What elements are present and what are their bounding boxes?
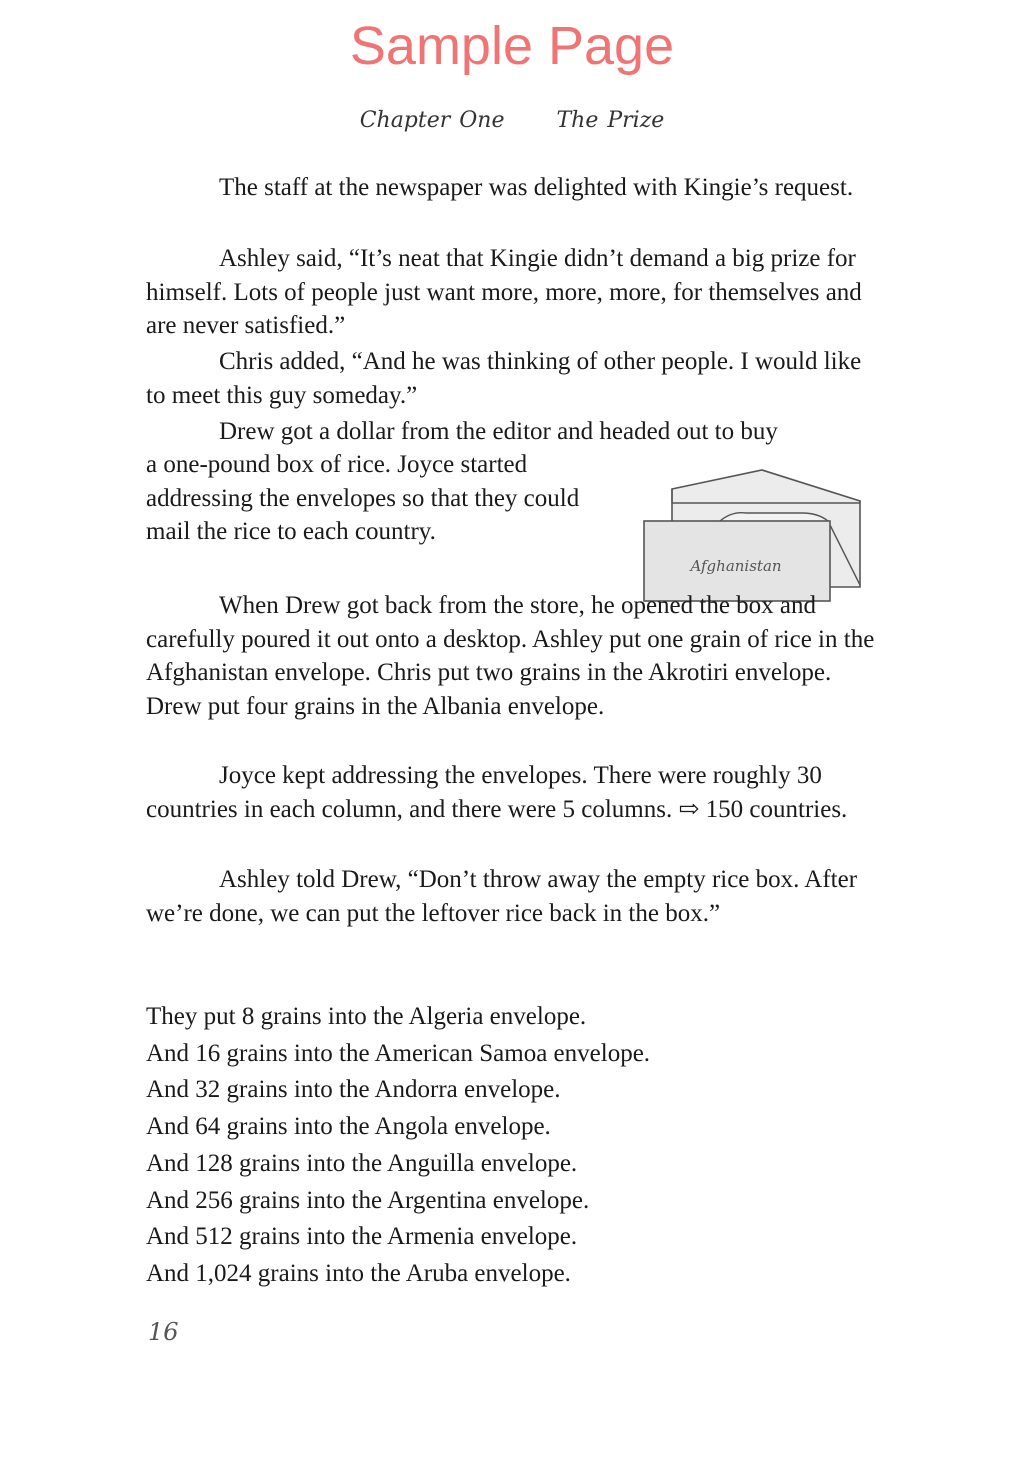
paragraph-1: The staff at the newspaper was delighted with Kingie’s request. [219,174,854,201]
list-line: And 512 grains into the Armenia envelope. [146,1223,578,1251]
envelope-label: Afghanistan [690,557,782,575]
paragraph-3: Chris added, “And he was thinking of other people. I would like to meet this guy someday.” [146,348,862,409]
envelope-illustration [642,467,866,605]
running-head [0,108,1024,133]
list-line: And 64 grains into the Angola envelope. [146,1113,551,1141]
chapter-title: The Prize [556,108,665,133]
list-line: And 128 grains into the Anguilla envelope. [146,1149,578,1177]
list-line: And 16 grains into the American Samoa envelope. [146,1039,651,1067]
paragraph-7: Ashley told Drew, “Don’t throw away the empty rice box. After we’re done, we can put the leftover rice back in the box.” [146,866,858,927]
paragraph-4-rest: a one-pound box of rice. Joyce started addressing the envelopes so that they could mail the rice to each country. [146,451,580,545]
envelope-icon [642,467,866,605]
sample-page-watermark: Sample Page [349,16,675,76]
list-line: And 1,024 grains into the Aruba envelope. [146,1259,571,1287]
paragraph-5: When Drew got back from the store, he opened the box and carefully poured it out onto a desktop. Ashley put one grain of rice in the Afghanistan envelope. Chris put two grains in the Akrotiri envelope. Drew put four grains in the Albania envelope. [146,592,875,720]
paragraph-4-line-1: Drew got a dollar from the editor and headed out to buy [219,418,778,445]
list-line: And 256 grains into the Argentina envelope. [146,1186,590,1214]
paragraph-6: Joyce kept addressing the envelopes. There were roughly 30 countries in each column, and there were 5 columns. ⇨ 150 countries. [146,762,848,823]
paragraph-2: Ashley said, “It’s neat that Kingie didn’t demand a big prize for himself. Lots of people just want more, more, more, for themselves and are never satisfied.” [146,245,862,339]
grain-list [146,999,876,1293]
page-number: 16 [148,1318,179,1346]
list-line: They put 8 grains into the Algeria envelope. [146,1003,587,1030]
list-line: And 32 grains into the Andorra envelope. [146,1076,561,1104]
chapter-label: Chapter One [359,108,505,133]
